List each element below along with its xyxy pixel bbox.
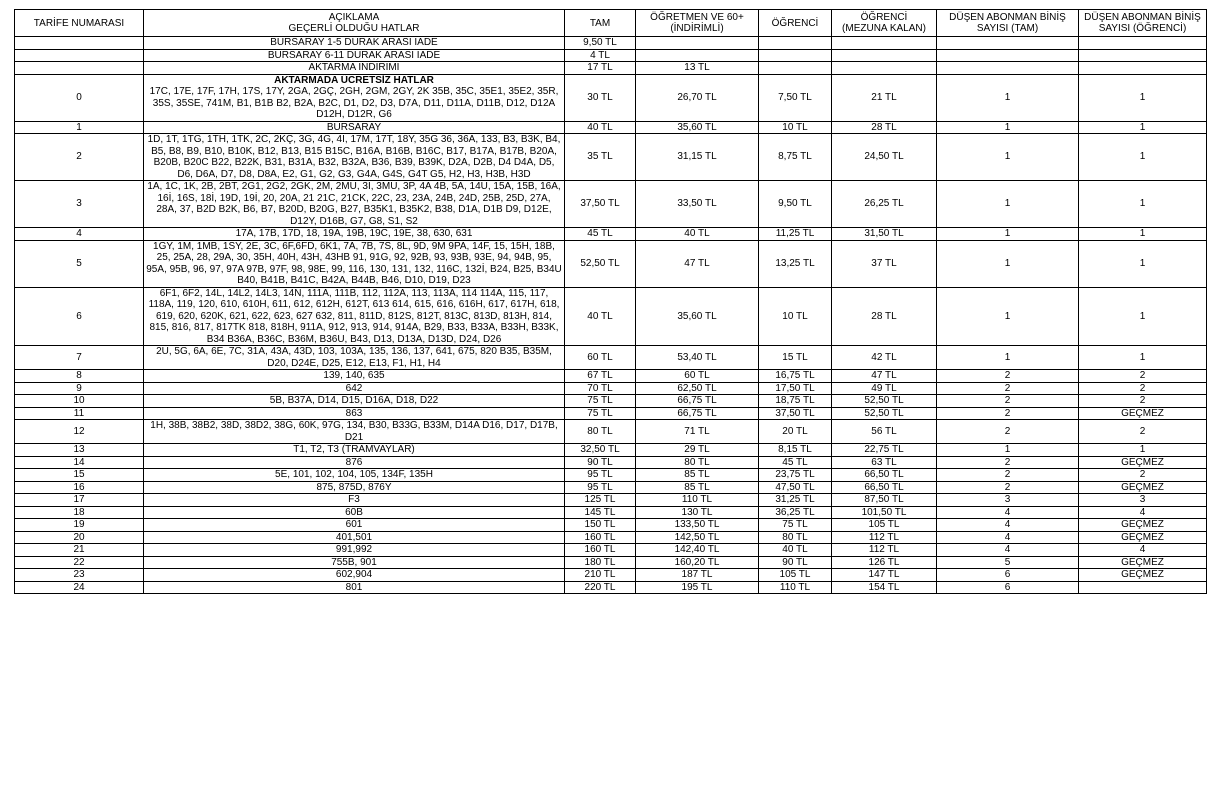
subscription-student-cell: 2 xyxy=(1079,420,1207,444)
subscription-full-cell: 3 xyxy=(937,494,1079,507)
tariff-table xyxy=(14,9,1207,594)
student-fare-cell xyxy=(759,49,832,62)
subscription-student-cell: 2 xyxy=(1079,382,1207,395)
tariff-number-cell: 16 xyxy=(15,481,144,494)
graduate-fare-cell: 101,50 TL xyxy=(832,506,937,519)
table-row xyxy=(15,49,1207,62)
subscription-student-cell: GEÇMEZ xyxy=(1079,556,1207,569)
student-fare-cell: 17,50 TL xyxy=(759,382,832,395)
tariff-number-cell: 9 xyxy=(15,382,144,395)
tariff-number-cell: 15 xyxy=(15,469,144,482)
tariff-table-body xyxy=(15,37,1207,594)
subscription-full-cell: 5 xyxy=(937,556,1079,569)
graduate-fare-cell: 147 TL xyxy=(832,569,937,582)
subscription-student-cell: 1 xyxy=(1079,444,1207,457)
header-line: ÖĞRENCİ xyxy=(771,17,819,29)
teacher-fare-cell: 195 TL xyxy=(636,581,759,594)
full-fare-cell: 125 TL xyxy=(565,494,636,507)
routes-cell: 991,992 xyxy=(144,544,565,557)
student-fare-cell: 31,25 TL xyxy=(759,494,832,507)
table-row xyxy=(15,556,1207,569)
routes-cell: F3 xyxy=(144,494,565,507)
graduate-fare-cell: 37 TL xyxy=(832,240,937,287)
graduate-fare-cell: 154 TL xyxy=(832,581,937,594)
subscription-full-cell: 2 xyxy=(937,420,1079,444)
teacher-fare-cell: 187 TL xyxy=(636,569,759,582)
subscription-student-cell xyxy=(1079,581,1207,594)
subscription-full-cell: 2 xyxy=(937,469,1079,482)
table-row xyxy=(15,581,1207,594)
tariff-number-cell xyxy=(15,62,144,75)
subscription-full-cell: 4 xyxy=(937,519,1079,532)
subscription-full-cell: 2 xyxy=(937,382,1079,395)
student-fare-cell: 9,50 TL xyxy=(759,181,832,228)
subscription-student-cell: 2 xyxy=(1079,395,1207,408)
tariff-number-cell: 12 xyxy=(15,420,144,444)
full-fare-cell: 30 TL xyxy=(565,74,636,121)
full-fare-cell: 70 TL xyxy=(565,382,636,395)
tariff-number-cell: 24 xyxy=(15,581,144,594)
teacher-fare-cell: 80 TL xyxy=(636,456,759,469)
subscription-student-cell xyxy=(1079,62,1207,75)
routes-cell: 863 xyxy=(144,407,565,420)
student-fare-cell xyxy=(759,37,832,50)
teacher-fare-cell: 33,50 TL xyxy=(636,181,759,228)
routes-cell: 1GY, 1M, 1MB, 1SY, 2E, 3C, 6F,6FD, 6K1, 7A, 7B, 7S, 8L, 9D, 9M 9PA, 14F, 15, 15H, 18B, 25, 25A, 28, 29A, 30, 35H, 40H, 43H, 43HB 91, 91G, 92, 92B, 93, 93B, 93E, 94, 94B, 95, 95A, 95B, 96, 97, 97A 97B, 97F, 98, 98E, 99, 116, 130, 131, 132, 116C, 132İ, B24, B25, B34U B40, B41B, B41C, B42A, B44B, B46, D10, D19, D23 xyxy=(144,240,565,287)
graduate-fare-cell: 105 TL xyxy=(832,519,937,532)
teacher-fare-cell: 35,60 TL xyxy=(636,287,759,346)
student-fare-cell: 105 TL xyxy=(759,569,832,582)
tariff-number-cell: 10 xyxy=(15,395,144,408)
subscription-student-cell: 1 xyxy=(1079,287,1207,346)
tariff-number-cell: 5 xyxy=(15,240,144,287)
subscription-student-cell: GEÇMEZ xyxy=(1079,569,1207,582)
graduate-fare-cell: 112 TL xyxy=(832,544,937,557)
tariff-number-cell: 6 xyxy=(15,287,144,346)
subscription-student-cell: GEÇMEZ xyxy=(1079,531,1207,544)
routes-cell: 642 xyxy=(144,382,565,395)
table-row xyxy=(15,134,1207,181)
table-row xyxy=(15,481,1207,494)
graduate-fare-cell: 24,50 TL xyxy=(832,134,937,181)
subscription-full-cell: 6 xyxy=(937,581,1079,594)
table-row xyxy=(15,494,1207,507)
routes-cell: 60B xyxy=(144,506,565,519)
teacher-fare-cell xyxy=(636,37,759,50)
tariff-number-cell xyxy=(15,49,144,62)
routes-cell: T1, T2, T3 (TRAMVAYLAR) xyxy=(144,444,565,457)
table-row xyxy=(15,395,1207,408)
routes-cell: AKTARMA İNDİRİMİ xyxy=(144,62,565,75)
header-line: (MEZUNA KALAN) xyxy=(842,23,926,34)
tariff-number-cell: 21 xyxy=(15,544,144,557)
student-fare-cell: 36,25 TL xyxy=(759,506,832,519)
graduate-fare-cell: 28 TL xyxy=(832,287,937,346)
graduate-fare-cell: 112 TL xyxy=(832,531,937,544)
full-fare-cell: 60 TL xyxy=(565,346,636,370)
subscription-full-cell: 2 xyxy=(937,481,1079,494)
header-description xyxy=(144,10,565,37)
subscription-full-cell: 6 xyxy=(937,569,1079,582)
teacher-fare-cell xyxy=(636,49,759,62)
header-subscription-full xyxy=(937,10,1079,37)
full-fare-cell: 4 TL xyxy=(565,49,636,62)
routes-cell: 5E, 101, 102, 104, 105, 134F, 135H xyxy=(144,469,565,482)
header-line: TARİFE NUMARASI xyxy=(33,17,125,29)
subscription-student-cell: 1 xyxy=(1079,134,1207,181)
routes-cell: 602,904 xyxy=(144,569,565,582)
graduate-fare-cell: 52,50 TL xyxy=(832,407,937,420)
table-row xyxy=(15,531,1207,544)
student-fare-cell: 8,15 TL xyxy=(759,444,832,457)
full-fare-cell: 17 TL xyxy=(565,62,636,75)
teacher-fare-cell: 142,50 TL xyxy=(636,531,759,544)
teacher-fare-cell: 142,40 TL xyxy=(636,544,759,557)
graduate-fare-cell: 21 TL xyxy=(832,74,937,121)
student-fare-cell: 18,75 TL xyxy=(759,395,832,408)
teacher-fare-cell: 85 TL xyxy=(636,469,759,482)
tariff-number-cell: 0 xyxy=(15,74,144,121)
teacher-fare-cell: 133,50 TL xyxy=(636,519,759,532)
header-line: ÖĞRETMEN VE 60+ xyxy=(650,12,744,23)
teacher-fare-cell: 60 TL xyxy=(636,370,759,383)
full-fare-cell: 9,50 TL xyxy=(565,37,636,50)
routes-cell: BURSARAY 1-5 DURAK ARASI İADE xyxy=(144,37,565,50)
teacher-fare-cell: 53,40 TL xyxy=(636,346,759,370)
student-fare-cell: 110 TL xyxy=(759,581,832,594)
student-fare-cell: 13,25 TL xyxy=(759,240,832,287)
table-row xyxy=(15,121,1207,134)
table-row xyxy=(15,444,1207,457)
graduate-fare-cell: 87,50 TL xyxy=(832,494,937,507)
teacher-fare-cell: 62,50 TL xyxy=(636,382,759,395)
routes-cell: BURSARAY 6-11 DURAK ARASI İADE xyxy=(144,49,565,62)
table-row xyxy=(15,420,1207,444)
subscription-student-cell: 2 xyxy=(1079,469,1207,482)
header-line: GEÇERLİ OLDUĞU HATLAR xyxy=(288,23,420,34)
graduate-fare-cell: 52,50 TL xyxy=(832,395,937,408)
tariff-number-cell xyxy=(15,37,144,50)
graduate-fare-cell: 66,50 TL xyxy=(832,469,937,482)
subscription-student-cell: 3 xyxy=(1079,494,1207,507)
subscription-full-cell: 1 xyxy=(937,346,1079,370)
full-fare-cell: 160 TL xyxy=(565,531,636,544)
graduate-fare-cell: 63 TL xyxy=(832,456,937,469)
full-fare-cell: 90 TL xyxy=(565,456,636,469)
subscription-student-cell: GEÇMEZ xyxy=(1079,519,1207,532)
tariff-number-cell: 14 xyxy=(15,456,144,469)
graduate-fare-cell: 66,50 TL xyxy=(832,481,937,494)
full-fare-cell: 95 TL xyxy=(565,469,636,482)
full-fare-cell: 150 TL xyxy=(565,519,636,532)
subscription-student-cell: 1 xyxy=(1079,346,1207,370)
student-fare-cell: 8,75 TL xyxy=(759,134,832,181)
full-fare-cell: 45 TL xyxy=(565,228,636,241)
subscription-student-cell: 1 xyxy=(1079,240,1207,287)
graduate-fare-cell: 56 TL xyxy=(832,420,937,444)
student-fare-cell: 37,50 TL xyxy=(759,407,832,420)
routes-cell: 2U, 5G, 6A, 6E, 7C, 31A, 43A, 43D, 103, 103A, 135, 136, 137, 641, 675, 820 B35, B35M, D20, D24E, D25, E12, E13, F1, H1, H4 xyxy=(144,346,565,370)
student-fare-cell: 23,75 TL xyxy=(759,469,832,482)
student-fare-cell: 47,50 TL xyxy=(759,481,832,494)
subscription-student-cell: 2 xyxy=(1079,370,1207,383)
header-subscription-student xyxy=(1079,10,1207,37)
full-fare-cell: 220 TL xyxy=(565,581,636,594)
graduate-fare-cell: 42 TL xyxy=(832,346,937,370)
routes-cell: 17A, 17B, 17D, 18, 19A, 19B, 19C, 19E, 38, 630, 631 xyxy=(144,228,565,241)
routes-list: 17C, 17E, 17F, 17H, 17S, 17Y, 2GA, 2GÇ, 2GH, 2GM, 2GY, 2K 35B, 35C, 35E1, 35E2, 35R, 35S, 35SE, 741M, B1, B1B B2, B2A, B2C, D1, D2, D3, D7A, D11, D11A, D11B, D12, D12A D12H, D12R, G6 xyxy=(149,86,559,120)
student-fare-cell: 16,75 TL xyxy=(759,370,832,383)
full-fare-cell: 52,50 TL xyxy=(565,240,636,287)
subscription-student-cell: 1 xyxy=(1079,121,1207,134)
subscription-full-cell xyxy=(937,62,1079,75)
full-fare-cell: 67 TL xyxy=(565,370,636,383)
subscription-full-cell: 1 xyxy=(937,287,1079,346)
full-fare-cell: 95 TL xyxy=(565,481,636,494)
graduate-fare-cell: 31,50 TL xyxy=(832,228,937,241)
full-fare-cell: 35 TL xyxy=(565,134,636,181)
student-fare-cell: 45 TL xyxy=(759,456,832,469)
graduate-fare-cell: 26,25 TL xyxy=(832,181,937,228)
routes-cell: 755B, 901 xyxy=(144,556,565,569)
teacher-fare-cell: 31,15 TL xyxy=(636,134,759,181)
table-row xyxy=(15,519,1207,532)
subscription-full-cell: 1 xyxy=(937,228,1079,241)
header-student-fare xyxy=(759,10,832,37)
student-fare-cell: 75 TL xyxy=(759,519,832,532)
teacher-fare-cell: 66,75 TL xyxy=(636,395,759,408)
routes-cell: 1H, 38B, 38B2, 38D, 38D2, 38G, 60K, 97G, 134, B30, B33G, B33M, D14A D16, D17, D17B, D21 xyxy=(144,420,565,444)
routes-cell: 1D, 1T, 1TG, 1TH, 1TK, 2C, 2KÇ, 3G, 4G, 4İ, 17M, 17T, 18Y, 35G 36, 36A, 133, B3, B3K, B4, B5, B8, B9, B10, B10K, B12, B13, B15 B15C, B16A, B16B, B16C, B17, B17A, B17B, B20A, B20B, B20C B22, B22K, B31, B31A, B32, B32A, B36, B39, B39K, D2A, D2B, D4 D4A, D5, D6, D6A, D7, D8, D8A, E2, G1, G2, G3, G4A, G4S, G4T G5, H2, H3, H3B, H3D xyxy=(144,134,565,181)
subscription-full-cell: 1 xyxy=(937,121,1079,134)
routes-cell xyxy=(144,74,565,121)
full-fare-cell: 80 TL xyxy=(565,420,636,444)
tariff-number-cell: 3 xyxy=(15,181,144,228)
teacher-fare-cell: 40 TL xyxy=(636,228,759,241)
tariff-number-cell: 4 xyxy=(15,228,144,241)
full-fare-cell: 210 TL xyxy=(565,569,636,582)
header-line: SAYISI (ÖĞRENCİ) xyxy=(1098,23,1187,34)
teacher-fare-cell: 13 TL xyxy=(636,62,759,75)
table-row xyxy=(15,240,1207,287)
tariff-number-cell: 19 xyxy=(15,519,144,532)
student-fare-cell: 11,25 TL xyxy=(759,228,832,241)
student-fare-cell: 90 TL xyxy=(759,556,832,569)
tariff-number-cell: 1 xyxy=(15,121,144,134)
header-line: ÖĞRENCİ xyxy=(860,12,908,23)
tariff-number-cell: 8 xyxy=(15,370,144,383)
subscription-full-cell: 1 xyxy=(937,240,1079,287)
routes-cell: 139, 140, 635 xyxy=(144,370,565,383)
full-fare-cell: 40 TL xyxy=(565,287,636,346)
full-fare-cell: 75 TL xyxy=(565,407,636,420)
tariff-number-cell: 7 xyxy=(15,346,144,370)
student-fare-cell: 10 TL xyxy=(759,287,832,346)
teacher-fare-cell: 110 TL xyxy=(636,494,759,507)
header-line: DÜŞEN ABONMAN BİNİŞ xyxy=(949,12,1066,23)
table-row xyxy=(15,74,1207,121)
routes-cell: 1A, 1C, 1K, 2B, 2BT, 2G1, 2G2, 2GK, 2M, 2MU, 3İ, 3MU, 3P, 4A 4B, 5A, 14U, 15A, 15B, 16A, 16İ, 16S, 18İ, 19D, 19İ, 20, 20A, 21 21C, 21CK, 22C, 23, 23A, 24B, 24D, 25B, 25D, 27A, 28A, 37, B2D B2K, B6, B7, B20D, B20G, B27, B35K1, B35K2, B38, D1A, D1B D9, D12E, D12Y, D16B, G7, G8, S1, S2 xyxy=(144,181,565,228)
routes-cell: 5B, B37A, D14, D15, D16A, D18, D22 xyxy=(144,395,565,408)
tariff-number-cell: 13 xyxy=(15,444,144,457)
tariff-number-cell: 11 xyxy=(15,407,144,420)
subscription-student-cell: 4 xyxy=(1079,544,1207,557)
table-row xyxy=(15,382,1207,395)
full-fare-cell: 145 TL xyxy=(565,506,636,519)
table-row xyxy=(15,544,1207,557)
full-fare-cell: 32,50 TL xyxy=(565,444,636,457)
subscription-full-cell: 2 xyxy=(937,407,1079,420)
table-row xyxy=(15,346,1207,370)
subscription-student-cell: GEÇMEZ xyxy=(1079,481,1207,494)
tariff-number-cell: 2 xyxy=(15,134,144,181)
tariff-number-cell: 17 xyxy=(15,494,144,507)
header-graduate-student-fare xyxy=(832,10,937,37)
full-fare-cell: 160 TL xyxy=(565,544,636,557)
header-full-fare xyxy=(565,10,636,37)
graduate-fare-cell xyxy=(832,49,937,62)
subscription-student-cell: 1 xyxy=(1079,228,1207,241)
teacher-fare-cell: 47 TL xyxy=(636,240,759,287)
routes-title: AKTARMADA ÜCRETSİZ HATLAR xyxy=(274,74,434,86)
header-line: (İNDİRİMLİ) xyxy=(670,23,724,34)
subscription-full-cell: 1 xyxy=(937,181,1079,228)
table-row xyxy=(15,456,1207,469)
routes-cell: 875, 875D, 876Y xyxy=(144,481,565,494)
header-line: SAYISI (TAM) xyxy=(976,23,1039,34)
table-row xyxy=(15,181,1207,228)
subscription-full-cell: 4 xyxy=(937,506,1079,519)
student-fare-cell xyxy=(759,62,832,75)
subscription-full-cell: 2 xyxy=(937,456,1079,469)
subscription-full-cell: 1 xyxy=(937,444,1079,457)
teacher-fare-cell: 71 TL xyxy=(636,420,759,444)
tariff-number-cell: 23 xyxy=(15,569,144,582)
tariff-number-cell: 22 xyxy=(15,556,144,569)
subscription-full-cell: 1 xyxy=(937,74,1079,121)
routes-cell: 876 xyxy=(144,456,565,469)
table-row xyxy=(15,370,1207,383)
subscription-student-cell: GEÇMEZ xyxy=(1079,456,1207,469)
header-tariff-number xyxy=(15,10,144,37)
subscription-full-cell: 1 xyxy=(937,134,1079,181)
subscription-full-cell: 2 xyxy=(937,395,1079,408)
routes-cell: 601 xyxy=(144,519,565,532)
tariff-number-cell: 18 xyxy=(15,506,144,519)
table-row xyxy=(15,469,1207,482)
header-line: DÜŞEN ABONMAN BİNİŞ xyxy=(1084,12,1201,23)
subscription-student-cell xyxy=(1079,37,1207,50)
teacher-fare-cell: 29 TL xyxy=(636,444,759,457)
full-fare-cell: 37,50 TL xyxy=(565,181,636,228)
student-fare-cell: 20 TL xyxy=(759,420,832,444)
graduate-fare-cell: 28 TL xyxy=(832,121,937,134)
table-row xyxy=(15,407,1207,420)
subscription-full-cell: 4 xyxy=(937,544,1079,557)
subscription-student-cell: GEÇMEZ xyxy=(1079,407,1207,420)
table-row xyxy=(15,62,1207,75)
routes-cell: 801 xyxy=(144,581,565,594)
subscription-student-cell: 1 xyxy=(1079,181,1207,228)
full-fare-cell: 75 TL xyxy=(565,395,636,408)
full-fare-cell: 40 TL xyxy=(565,121,636,134)
subscription-student-cell: 1 xyxy=(1079,74,1207,121)
teacher-fare-cell: 85 TL xyxy=(636,481,759,494)
student-fare-cell: 40 TL xyxy=(759,544,832,557)
routes-cell: BURSARAY xyxy=(144,121,565,134)
student-fare-cell: 10 TL xyxy=(759,121,832,134)
teacher-fare-cell: 35,60 TL xyxy=(636,121,759,134)
subscription-full-cell xyxy=(937,49,1079,62)
table-row xyxy=(15,228,1207,241)
graduate-fare-cell: 22,75 TL xyxy=(832,444,937,457)
tariff-number-cell: 20 xyxy=(15,531,144,544)
routes-cell: 401,501 xyxy=(144,531,565,544)
header-line: AÇIKLAMA xyxy=(328,12,380,23)
graduate-fare-cell xyxy=(832,62,937,75)
table-row xyxy=(15,287,1207,346)
subscription-full-cell: 2 xyxy=(937,370,1079,383)
table-row xyxy=(15,506,1207,519)
table-row xyxy=(15,37,1207,50)
graduate-fare-cell: 47 TL xyxy=(832,370,937,383)
routes-cell: 6F1, 6F2, 14L, 14L2, 14L3, 14N, 111A, 111B, 112, 112A, 113, 113A, 114 114A, 115, 117, 118A, 119, 120, 610, 610H, 611, 612, 612H, 612T, 613 614, 615, 616, 616H, 617, 617H, 618, 619, 620, 620K, 621, 622, 623, 627 632, 811, 811D, 812S, 812T, 813C, 813D, 813H, 814, 815, 816, 817, 817TK 818, 818H, 911A, 912, 913, 914, 914A, B29, B33, B33A, B33H, B33K, B34 B36A, B36C, B36M, B36U, B43, D13, D13A, D13D, D24, D26 xyxy=(144,287,565,346)
teacher-fare-cell: 66,75 TL xyxy=(636,407,759,420)
header-line: TAM xyxy=(589,17,611,29)
table-header-row xyxy=(15,10,1207,37)
student-fare-cell: 7,50 TL xyxy=(759,74,832,121)
student-fare-cell: 80 TL xyxy=(759,531,832,544)
full-fare-cell: 180 TL xyxy=(565,556,636,569)
table-row xyxy=(15,569,1207,582)
header-teacher-fare xyxy=(636,10,759,37)
teacher-fare-cell: 130 TL xyxy=(636,506,759,519)
teacher-fare-cell: 160,20 TL xyxy=(636,556,759,569)
subscription-student-cell: 4 xyxy=(1079,506,1207,519)
subscription-full-cell xyxy=(937,37,1079,50)
graduate-fare-cell xyxy=(832,37,937,50)
student-fare-cell: 15 TL xyxy=(759,346,832,370)
teacher-fare-cell: 26,70 TL xyxy=(636,74,759,121)
graduate-fare-cell: 126 TL xyxy=(832,556,937,569)
subscription-full-cell: 4 xyxy=(937,531,1079,544)
graduate-fare-cell: 49 TL xyxy=(832,382,937,395)
subscription-student-cell xyxy=(1079,49,1207,62)
